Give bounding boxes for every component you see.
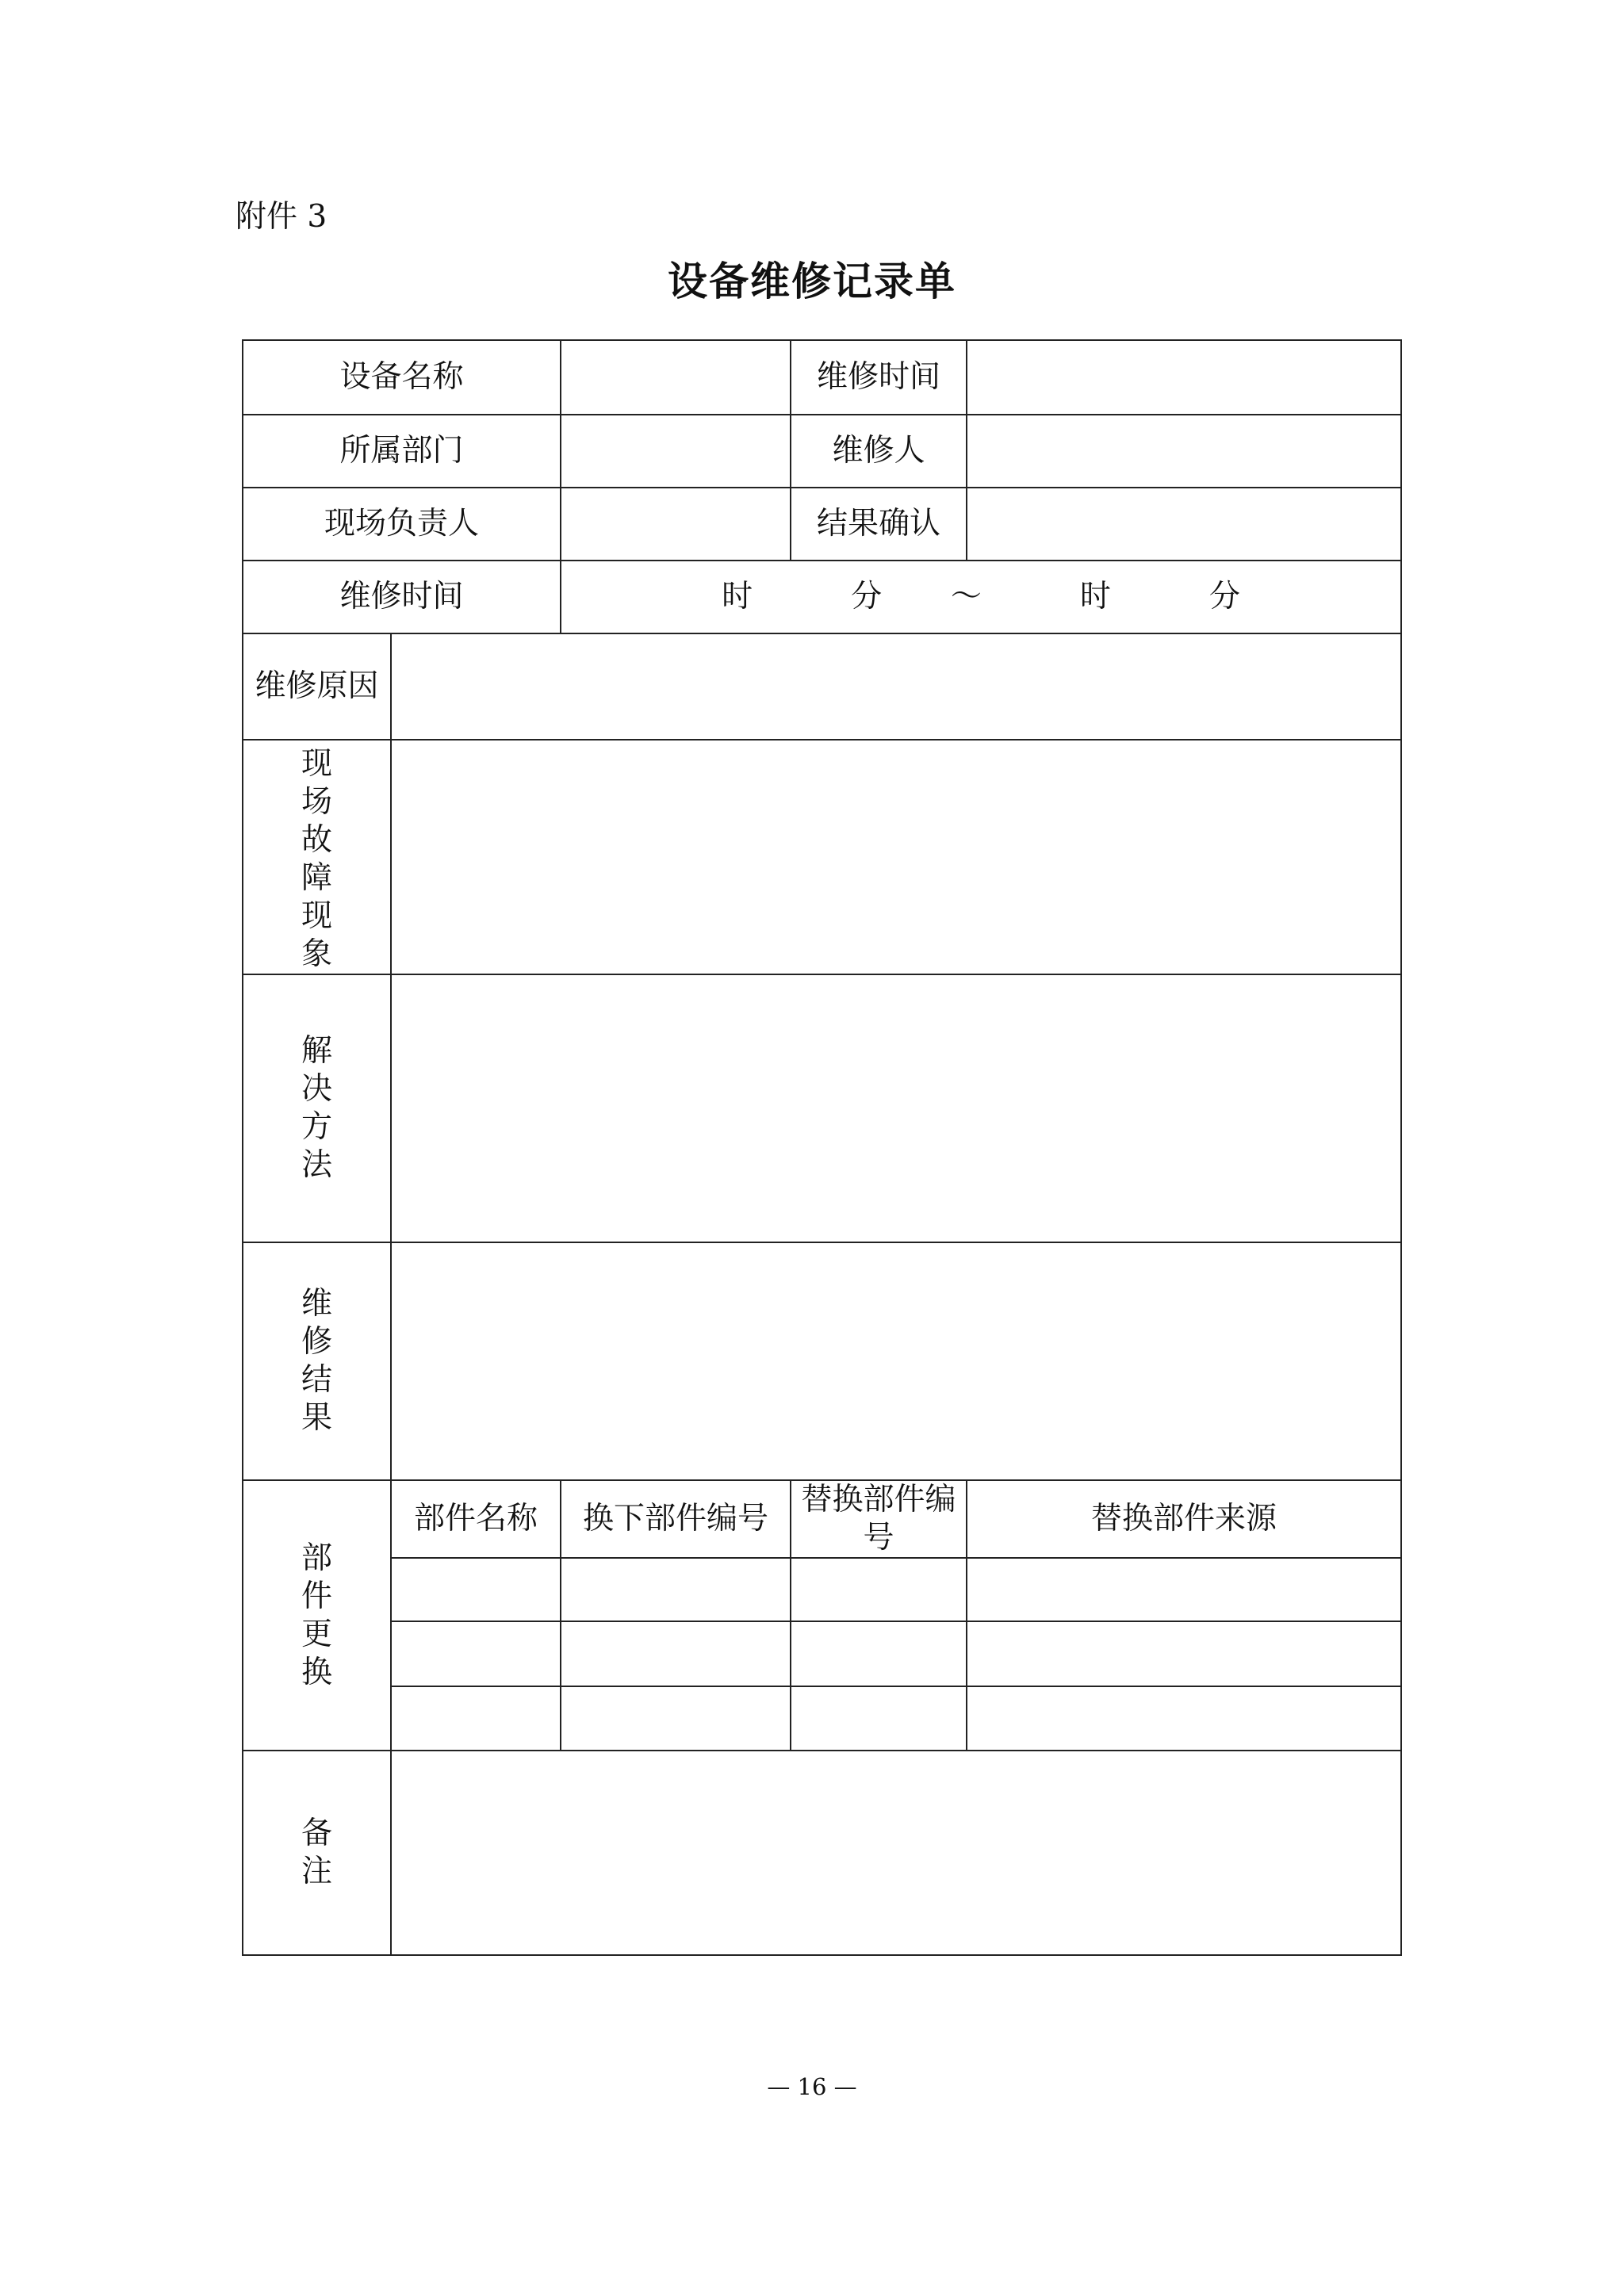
parts-label-char: 部 — [301, 1540, 332, 1576]
parts-header-row — [243, 1480, 1401, 1558]
fault-label-char: 障 — [301, 860, 332, 896]
solution-label-char: 解 — [301, 1033, 332, 1069]
parts-col-removed-no: 换下部件编号 — [561, 1480, 791, 1558]
start-hour-unit: 时 — [722, 579, 753, 614]
parts-cell[interactable] — [561, 1686, 791, 1751]
form-row-site-manager — [243, 488, 1401, 561]
parts-row — [243, 1621, 1401, 1686]
form-row-solution — [243, 974, 1401, 1242]
form-row-repair-period — [243, 561, 1401, 633]
page-number: — 16 — — [767, 2073, 857, 2100]
parts-cell[interactable] — [561, 1621, 791, 1686]
parts-cell[interactable] — [391, 1686, 561, 1751]
parts-replacement-label — [243, 1480, 391, 1751]
start-minute-unit: 分 — [851, 579, 883, 614]
remarks-label-char: 备 — [301, 1816, 332, 1851]
fault-label-char: 现 — [301, 898, 332, 934]
site-manager-field[interactable] — [561, 488, 791, 561]
document-title: 设备维修记录单 — [668, 258, 956, 304]
parts-cell[interactable] — [967, 1558, 1401, 1621]
form-row-repair-reason — [243, 633, 1401, 740]
parts-col-name: 部件名称 — [391, 1480, 561, 1558]
department-field[interactable] — [561, 415, 791, 488]
parts-cell[interactable] — [391, 1621, 561, 1686]
form-row-result — [243, 1242, 1401, 1480]
parts-cell[interactable] — [967, 1621, 1401, 1686]
equipment-name-field[interactable] — [561, 340, 791, 415]
equipment-name-label: 设备名称 — [243, 340, 561, 415]
parts-label-char: 更 — [301, 1616, 332, 1652]
solution-label-char: 方 — [301, 1109, 332, 1145]
department-label: 所属部门 — [243, 415, 561, 488]
fault-label-char: 故 — [301, 822, 332, 858]
result-label-char: 果 — [301, 1400, 332, 1436]
fault-label-char: 现 — [301, 746, 332, 782]
parts-row — [243, 1558, 1401, 1621]
parts-cell[interactable] — [561, 1558, 791, 1621]
form-row-fault — [243, 740, 1401, 974]
repairer-label: 维修人 — [791, 415, 967, 488]
fault-label-char: 象 — [301, 936, 332, 972]
parts-cell[interactable] — [391, 1558, 561, 1621]
solution-field[interactable] — [391, 974, 1401, 1242]
parts-label-char: 换 — [301, 1654, 332, 1690]
repair-time-field[interactable] — [967, 340, 1401, 415]
result-label-char: 修 — [301, 1324, 332, 1360]
site-manager-label: 现场负责人 — [243, 488, 561, 561]
repair-record-form — [242, 339, 1402, 1956]
result-confirm-field[interactable] — [967, 488, 1401, 561]
remarks-field[interactable] — [391, 1751, 1401, 1955]
repair-period-label: 维修时间 — [243, 561, 561, 633]
repair-result-field[interactable] — [391, 1242, 1401, 1480]
parts-cell[interactable] — [791, 1686, 967, 1751]
fault-label-char: 场 — [301, 784, 332, 820]
parts-cell[interactable] — [791, 1621, 967, 1686]
remarks-label-char: 注 — [301, 1854, 332, 1889]
form-row-equipment — [243, 340, 1401, 415]
parts-col-replacement-no: 替换部件编号 — [791, 1480, 967, 1558]
result-label-char: 维 — [301, 1286, 332, 1322]
fault-phenomenon-label — [243, 740, 391, 974]
attachment-label: 附件 3 — [236, 199, 327, 235]
time-range-separator: ～ — [950, 579, 982, 614]
repair-period-field[interactable] — [561, 561, 1401, 633]
form-row-department — [243, 415, 1401, 488]
end-hour-unit: 时 — [1079, 579, 1111, 614]
fault-phenomenon-field[interactable] — [391, 740, 1401, 974]
repair-time-label: 维修时间 — [791, 340, 967, 415]
solution-label — [243, 974, 391, 1242]
solution-label-char: 法 — [301, 1147, 332, 1183]
repair-reason-label: 维修原因 — [243, 633, 391, 740]
result-label-char: 结 — [301, 1362, 332, 1398]
repairer-field[interactable] — [967, 415, 1401, 488]
solution-label-char: 决 — [301, 1071, 332, 1107]
form-row-remarks — [243, 1751, 1401, 1955]
end-minute-unit: 分 — [1208, 579, 1240, 614]
repair-result-label — [243, 1242, 391, 1480]
parts-label-char: 件 — [301, 1578, 332, 1614]
remarks-label — [243, 1751, 391, 1955]
parts-row — [243, 1686, 1401, 1751]
parts-cell[interactable] — [791, 1558, 967, 1621]
repair-reason-field[interactable] — [391, 633, 1401, 740]
parts-col-source: 替换部件来源 — [967, 1480, 1401, 1558]
result-confirm-label: 结果确认 — [791, 488, 967, 561]
parts-cell[interactable] — [967, 1686, 1401, 1751]
